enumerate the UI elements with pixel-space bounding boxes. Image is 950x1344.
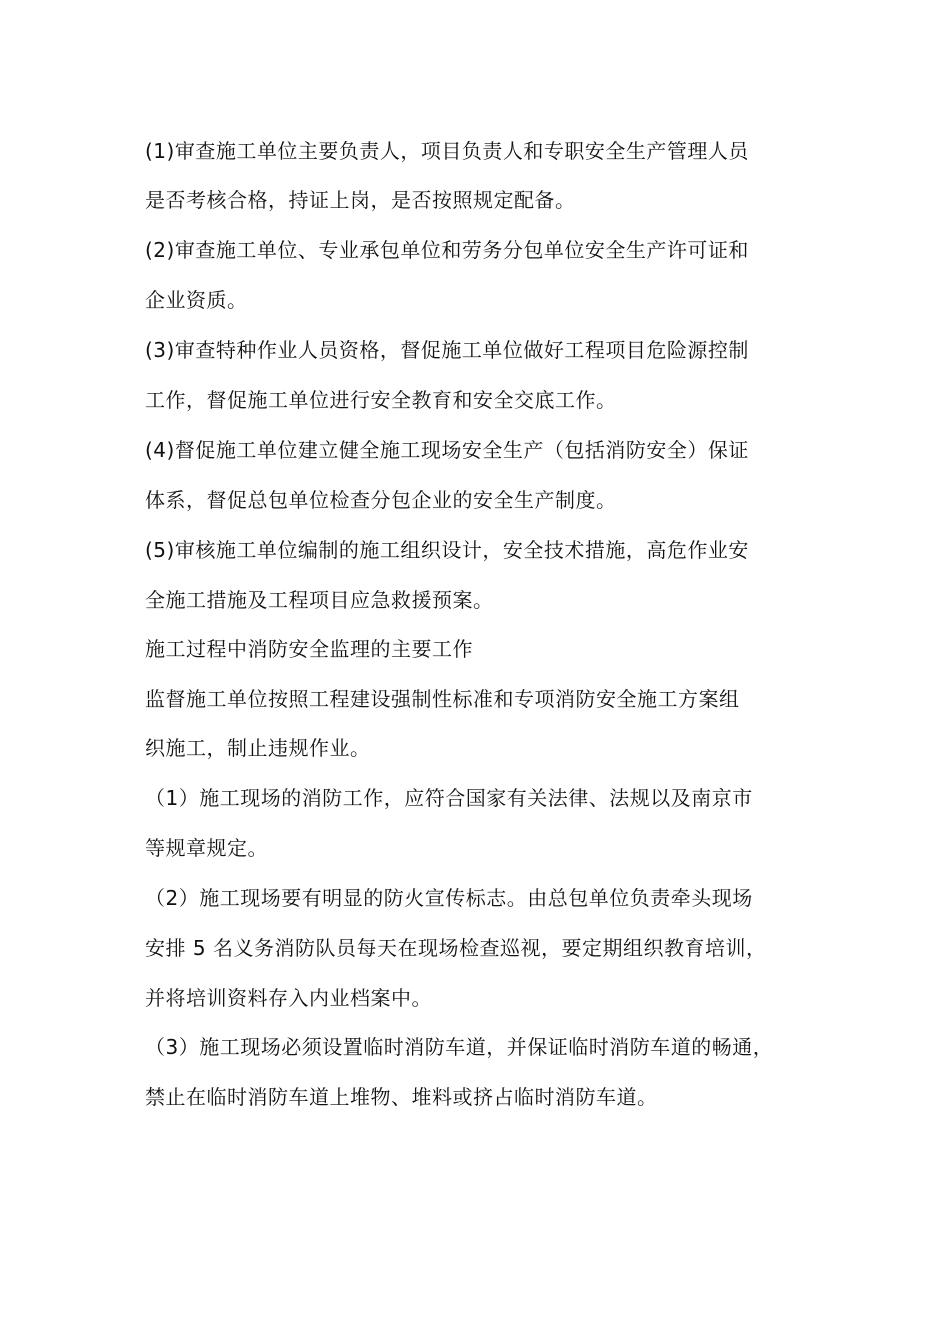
- text-line: （2）施工现场要有明显的防火宣传标志。由总包单位负责牵头现场: [145, 886, 753, 910]
- text-line: (3)审查特种作业人员资格，督促施工单位做好工程项目危险源控制: [145, 338, 749, 362]
- section-heading: 施工过程中消防安全监理的主要工作: [145, 637, 473, 661]
- text-line: 体系，督促总包单位检查分包企业的安全生产制度。: [145, 488, 617, 512]
- text-line: 等规章规定。: [145, 836, 268, 860]
- text-line: （3）施工现场必须设置临时消防车道，并保证临时消防车道的畅通，: [145, 1035, 774, 1059]
- text-line: 全施工措施及工程项目应急救援预案。: [145, 588, 494, 612]
- text-line: 并将培训资料存入内业档案中。: [145, 986, 432, 1010]
- text-line: (4)督促施工单位建立健全施工现场安全生产（包括消防安全）保证: [145, 438, 749, 462]
- text-line: 是否考核合格，持证上岗，是否按照规定配备。: [145, 188, 576, 212]
- text-line: 企业资质。: [145, 288, 248, 312]
- text-line: 安排 5 名义务消防队员每天在现场检查巡视，要定期组织教育培训，: [145, 936, 767, 960]
- text-line: (1)审查施工单位主要负责人，项目负责人和专职安全生产管理人员: [145, 139, 749, 163]
- text-line: (5)审核施工单位编制的施工组织设计，安全技术措施，高危作业安: [145, 538, 749, 562]
- text-line: 工作，督促施工单位进行安全教育和安全交底工作。: [145, 388, 617, 412]
- text-line: 监督施工单位按照工程建设强制性标准和专项消防安全施工方案组: [145, 687, 740, 711]
- text-line: 禁止在临时消防车道上堆物、堆料或挤占临时消防车道。: [145, 1085, 658, 1109]
- text-line: (2)审查施工单位、专业承包单位和劳务分包单位安全生产许可证和: [145, 238, 749, 262]
- text-line: 织施工，制止违规作业。: [145, 736, 371, 760]
- text-line: （1）施工现场的消防工作，应符合国家有关法律、法规以及南京市: [145, 786, 753, 810]
